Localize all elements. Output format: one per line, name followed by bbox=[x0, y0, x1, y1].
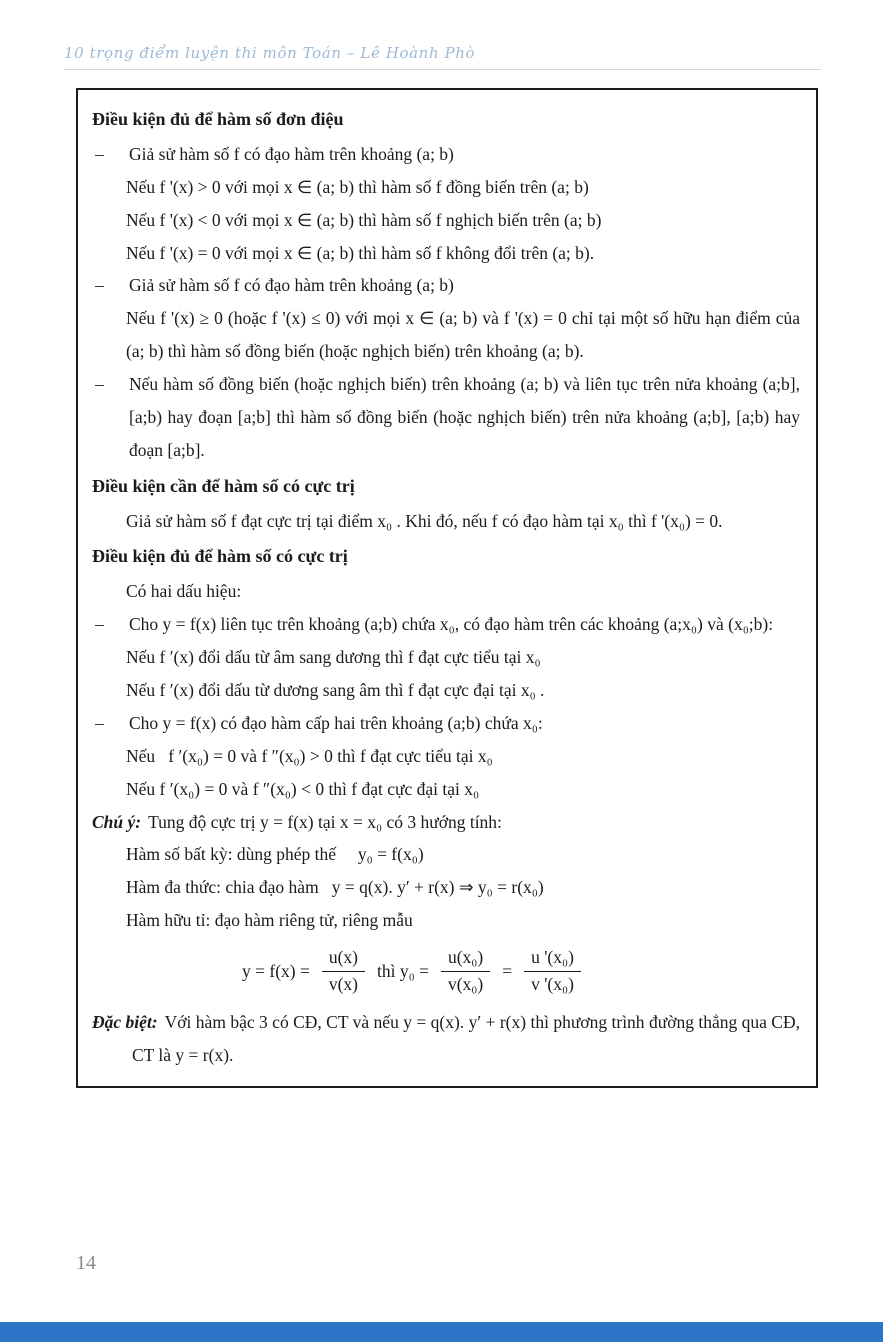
special-label: Đặc biệt: bbox=[92, 1011, 158, 1032]
fraction-uprime-vprime bbox=[524, 945, 581, 998]
fraction-ux0-vx0 bbox=[441, 945, 490, 998]
header-title: 10 trọng điểm luyện thi môn Toán – Lê Hoành Phò bbox=[64, 44, 476, 62]
running-header bbox=[64, 44, 821, 70]
bullet-dash: – bbox=[95, 275, 104, 296]
fraction-ux-vx bbox=[322, 945, 365, 998]
bullet-text: Giả sử hàm số f có đạo hàm trên khoảng (a; b) bbox=[129, 275, 454, 296]
heading-necessary: Điều kiện cần để hàm số có cực trị bbox=[92, 475, 355, 496]
bullet-text: Giả sử hàm số f có đạo hàm trên khoảng (a; b) bbox=[129, 143, 454, 164]
heading-monotonic: Điều kiện đủ để hàm số đơn điệu bbox=[92, 109, 344, 129]
fraction-numerator: u(x₀) bbox=[447, 947, 484, 968]
bullet-text: Nếu hàm số đồng biến (hoặc nghịch biến) trên khoảng (a; b) và liên tục trên nửa khoảng (a;b], [a;b) hay đoạn [a;b] thì hàm số đồng biến (hoặc nghịch biến) trên nửa khoảng (a;b], [a;b) hay đoạn [a;b]. bbox=[129, 374, 800, 460]
text-line: Nếu f '(x) < 0 với mọi x ∈ (a; b) thì hàm số f nghịch biến trên (a; b) bbox=[126, 209, 602, 230]
bullet-item-4 bbox=[92, 608, 800, 641]
bullet-dash: – bbox=[95, 614, 104, 635]
method-line-3: Hàm hữu tỉ: đạo hàm riêng tử, riêng mẫu bbox=[126, 910, 413, 931]
content-box bbox=[76, 88, 818, 1088]
text-line: Nếu f ′(x) đổi dấu từ âm sang dương thì f đạt cực tiểu tại x₀ bbox=[126, 647, 541, 668]
special-text: Với hàm bậc 3 có CĐ, CT và nếu y = q(x). y′ + r(x) thì phương trình đường thẳng qua CĐ, CT là y = r(x). bbox=[132, 1011, 800, 1065]
text-line: Nếu f ′(x₀) = 0 và f ″(x₀) < 0 thì f đạt cực đại tại x₀ bbox=[126, 778, 480, 799]
bullet-text: Cho y = f(x) liên tục trên khoảng (a;b) chứa x₀, có đạo hàm trên các khoảng (a;x₀) và (x₀;b): bbox=[129, 614, 774, 635]
formula-mid: thì y₀ = bbox=[377, 960, 429, 981]
formula-row bbox=[242, 945, 800, 998]
fraction-denominator: v(x) bbox=[322, 971, 365, 998]
method-line-1: Hàm số bất kỳ: dùng phép thế y₀ = f(x₀) bbox=[126, 844, 424, 865]
heading-sufficient: Điều kiện đủ để hàm số có cực trị bbox=[92, 546, 348, 567]
bullet-dash: – bbox=[95, 712, 104, 733]
special-note bbox=[92, 1006, 800, 1072]
bullet-dash: – bbox=[95, 374, 104, 395]
formula-lead: y = f(x) = bbox=[242, 960, 310, 981]
paragraph: Giả sử hàm số f đạt cực trị tại điểm x₀ . Khi đó, nếu f có đạo hàm tại x₀ thì f '(x₀) = 0. bbox=[126, 510, 723, 531]
bottom-accent-bar bbox=[0, 1322, 883, 1342]
bullet-item-2 bbox=[92, 269, 800, 302]
paragraph: Nếu f '(x) ≥ 0 (hoặc f '(x) ≤ 0) với mọi x ∈ (a; b) và f '(x) = 0 chỉ tại một số hữu hạn điểm của (a; b) thì hàm số đồng biến (hoặc nghịch biến) trên khoảng (a; b). bbox=[126, 308, 800, 362]
text-line: Nếu f '(x) > 0 với mọi x ∈ (a; b) thì hàm số f đồng biến trên (a; b) bbox=[126, 176, 589, 197]
note-label: Chú ý: bbox=[92, 811, 142, 832]
formula-equals: = bbox=[502, 960, 513, 981]
method-line-2: Hàm đa thức: chia đạo hàm y = q(x). y′ + r(x) ⇒ y₀ = r(x₀) bbox=[126, 877, 544, 898]
bullet-item-1 bbox=[92, 138, 800, 171]
bullet-dash: – bbox=[95, 143, 104, 164]
text-line: Nếu f ′(x₀) = 0 và f ″(x₀) > 0 thì f đạt cực tiểu tại x₀ bbox=[126, 745, 493, 766]
note-chu-y bbox=[92, 806, 800, 839]
bullet-item-5 bbox=[92, 707, 800, 740]
fraction-denominator: v '(x₀) bbox=[524, 971, 581, 998]
fraction-numerator: u '(x₀) bbox=[531, 947, 574, 968]
text-line: Nếu f '(x) = 0 với mọi x ∈ (a; b) thì hàm số f không đổi trên (a; b). bbox=[126, 242, 595, 263]
text-line: Có hai dấu hiệu: bbox=[126, 581, 242, 602]
note-text: Tung độ cực trị y = f(x) tại x = x₀ có 3 hướng tính: bbox=[148, 811, 502, 832]
fraction-numerator: u(x) bbox=[328, 947, 359, 968]
bullet-item-3 bbox=[92, 368, 800, 467]
text-line: Nếu f ′(x) đổi dấu từ dương sang âm thì f đạt cực đại tại x₀ . bbox=[126, 679, 545, 700]
page-number: 14 bbox=[76, 1252, 96, 1274]
fraction-denominator: v(x₀) bbox=[441, 971, 490, 998]
bullet-text: Cho y = f(x) có đạo hàm cấp hai trên khoảng (a;b) chứa x₀: bbox=[129, 712, 543, 733]
